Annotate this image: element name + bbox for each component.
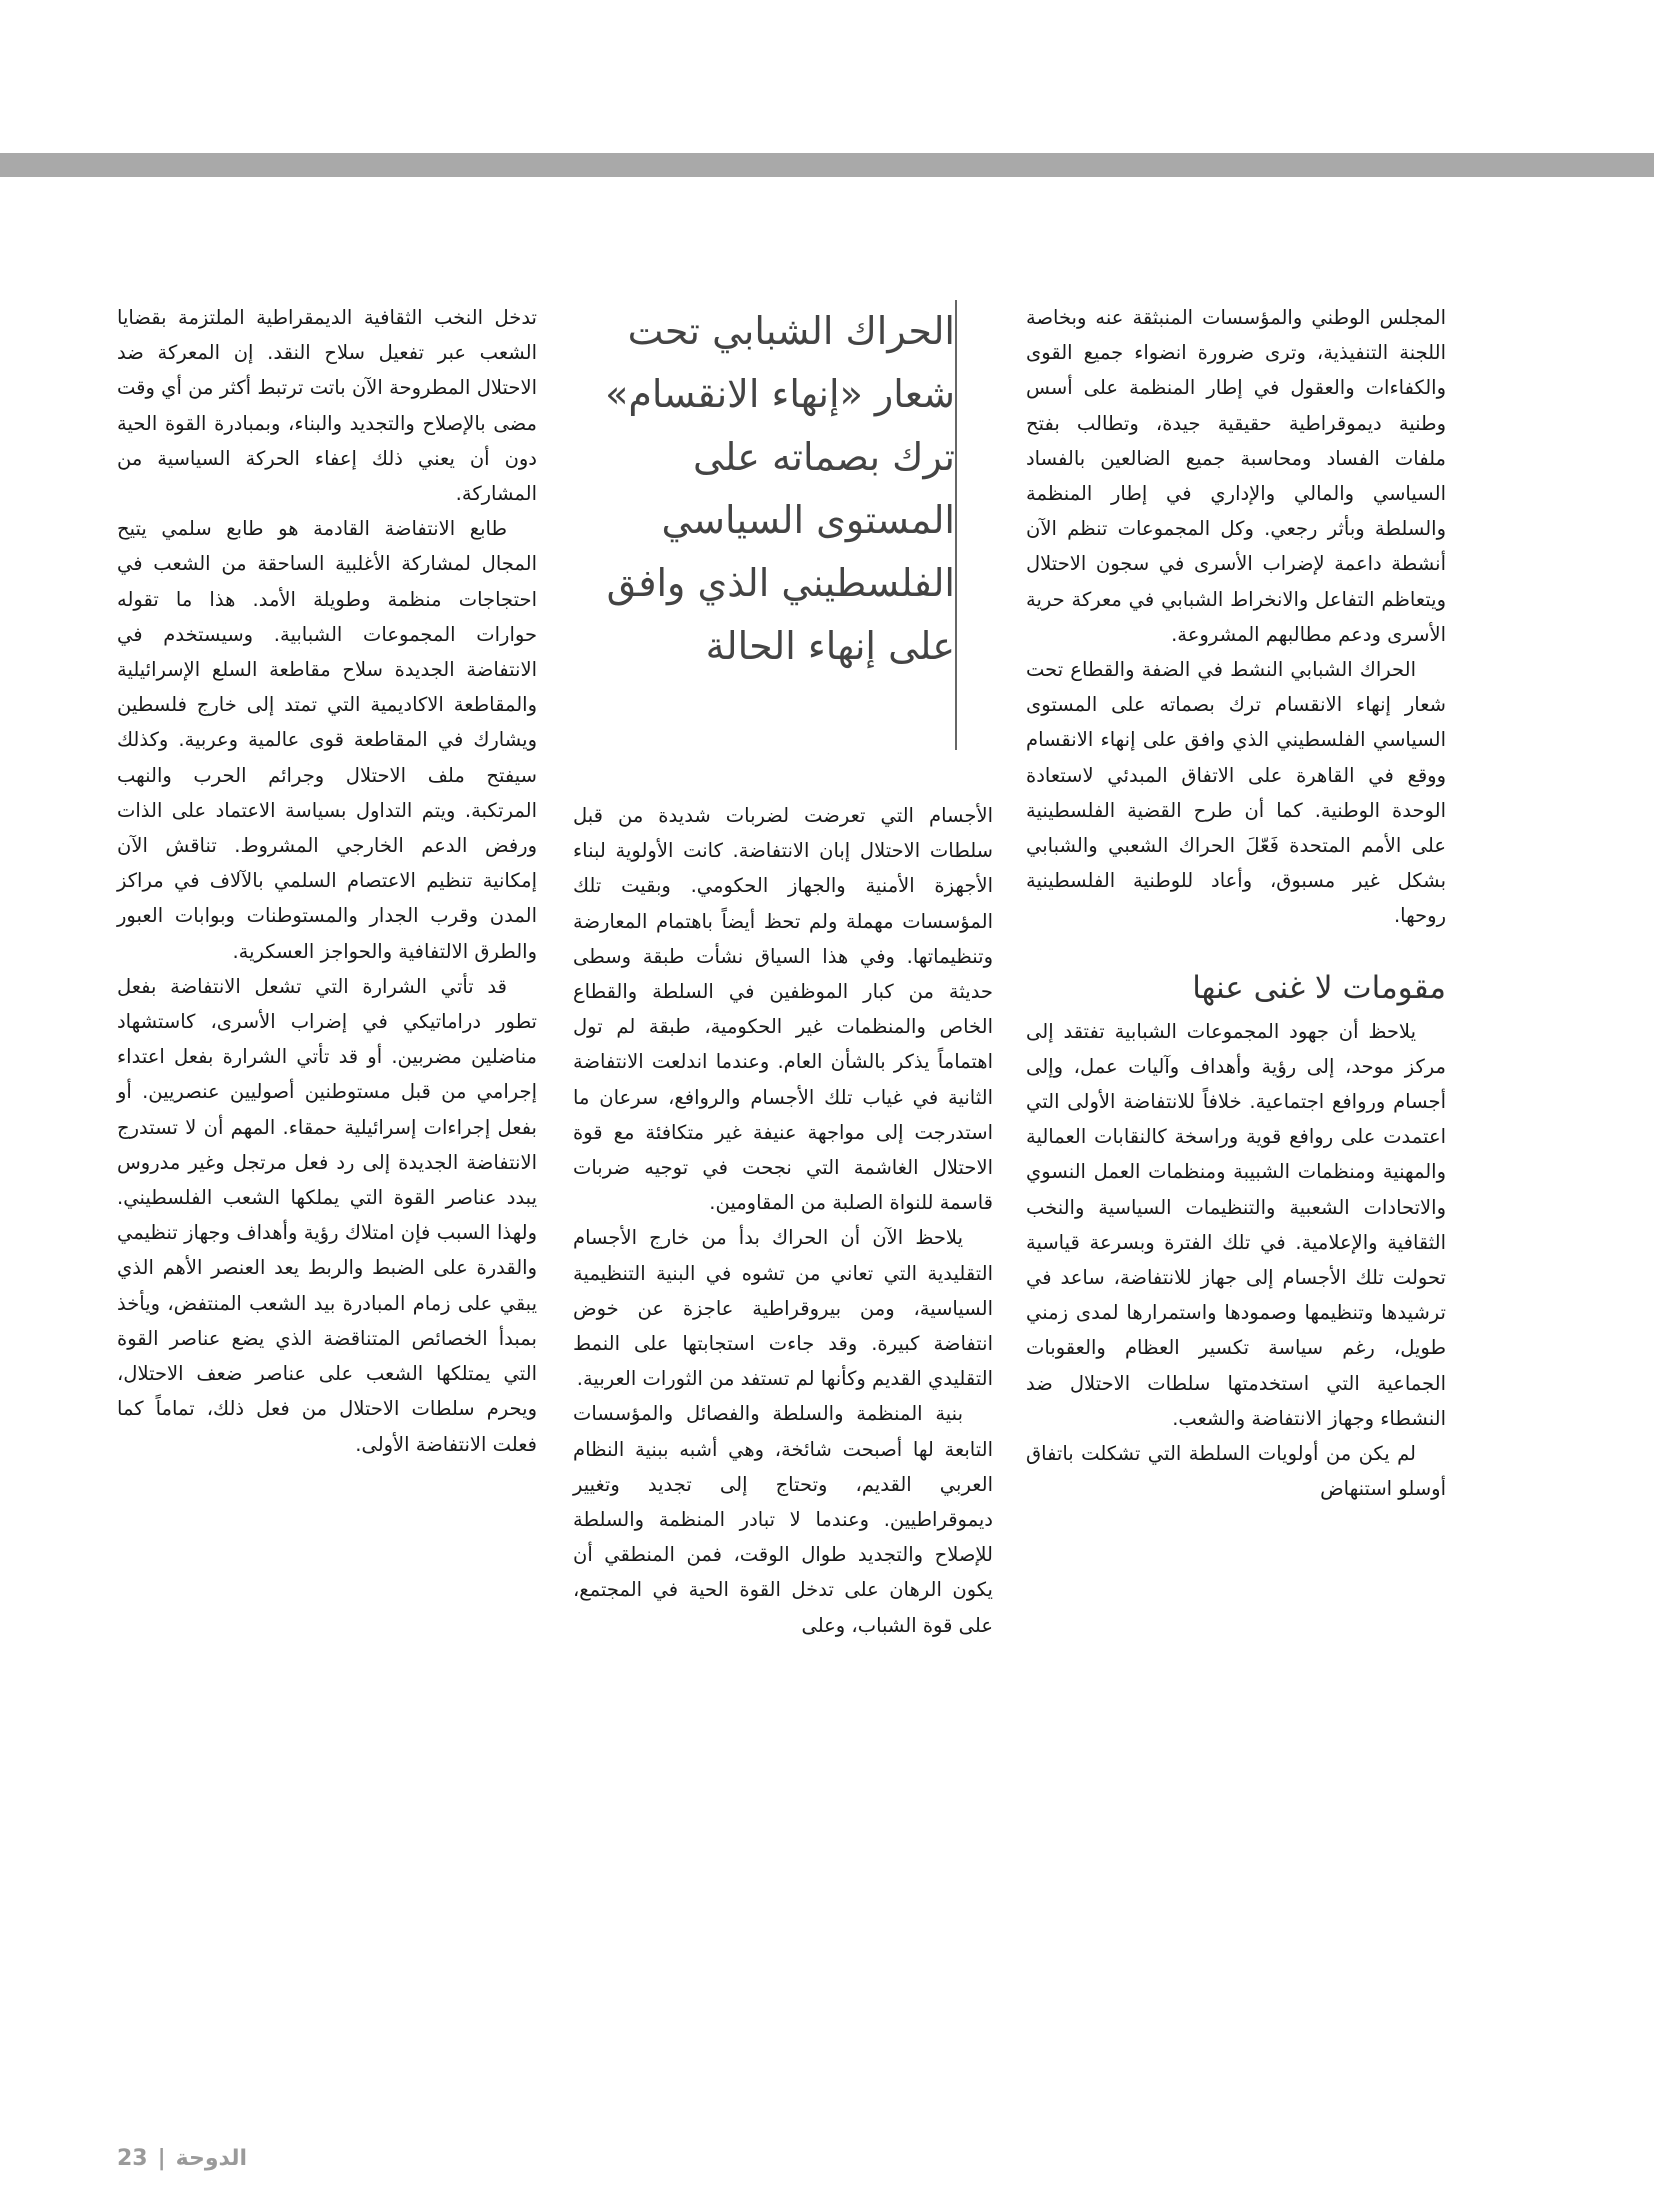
magazine-name: الدوحة	[175, 2146, 248, 2171]
pull-quote: الحراك الشبابي تحت شعار «إنهاء الانقسام» ترك بصماته على المستوى السياسي الفلسطيني الذي وافق على إنهاء الحالة	[605, 309, 955, 668]
paragraph: تدخل النخب الثقافية الديمقراطية الملتزمة بقضايا الشعب عبر تفعيل سلاح النقد. إن المعركة ضد الاحتلال المطروحة الآن باتت ترتبط أكثر من أي وقت مضى بالإصلاح والتجديد والبناء، وبمبادرة القوة الحية دون أن يعني ذلك إعفاء الحركة السياسية من المشاركة.	[117, 306, 537, 506]
article-column-right	[1026, 300, 1446, 1507]
pull-quote-rule	[955, 300, 957, 750]
paragraph: يلاحظ أن جهود المجموعات الشبابية تفتقد إلى مركز موحد، إلى رؤية وأهداف وآليات عمل، وإلى أجسام وروافع اجتماعية. خلافاً للانتفاضة الأولى التي اعتمدت على روافع قوية وراسخة كالنقابات العمالية والمهنية ومنظمات الشبيبة ومنظمات العمل النسوي والاتحادات الشعبية والتنظيمات السياسية والنخب الثقافية والإعلامية. في تلك الفترة وبسرعة قياسية تحولت تلك الأجسام إلى جهاز للانتفاضة، ساعد في ترشيدها وتنظيمها وصمودها واستمرارها لمدى زمني طويل، رغم سياسة تكسير العظام والعقوبات الجماعية التي استخدمتها سلطات الاحتلال ضد النشطاء وجهاز الانتفاضة والشعب.	[1026, 1019, 1446, 1430]
header-bar	[0, 153, 1654, 177]
article-column-middle	[573, 798, 993, 1643]
paragraph: قد تأتي الشرارة التي تشعل الانتفاضة بفعل تطور دراماتيكي في إضراب الأسرى، كاستشهاد مناضلين مضربين. أو قد تأتي الشرارة بفعل اعتداء إجرامي من قبل مستوطنين أصوليين عنصريين. أو بفعل إجراءات إسرائيلية حمقاء. المهم أن لا تستدرج الانتفاضة الجديدة إلى رد فعل مرتجل وغير مدروس يبدد عناصر القوة التي يملكها الشعب الفلسطيني. ولهذا السبب فإن امتلاك رؤية وأهداف وجهاز تنظيمي والقدرة على الضبط والربط يعد العنصر الأهم الذي يبقي على زمام المبادرة بيد الشعب المنتفض، ويأخذ بمبدأ الخصائص المتناقضة الذي يضع عناصر القوة التي يمتلكها الشعب على عناصر ضعف الاحتلال، ويحرم سلطات الاحتلال من فعل ذلك، تماماً كما فعلت الانتفاضة الأولى.	[117, 974, 537, 1456]
page-number: 23	[117, 2146, 148, 2171]
section-subheading: مقومات لا غنى عنها	[1192, 969, 1446, 1006]
paragraph: طابع الانتفاضة القادمة هو طابع سلمي يتيح المجال لمشاركة الأغلبية الساحقة من الشعب في احتجاجات منظمة وطويلة الأمد. هذا ما تقوله حوارات المجموعات الشبابية. وسيستخدم في الانتفاضة الجديدة سلاح مقاطعة السلع الإسرائيلية والمقاطعة الاكاديمية التي تمتد إلى خارج فلسطين ويشارك في المقاطعة قوى عالمية وعربية. وكذلك سيفتح ملف الاحتلال وجرائم الحرب والنهب المرتكبة. ويتم التداول بسياسة الاعتماد على الذات ورفض الدعم الخارجي المشروط. تناقش الآن إمكانية تنظيم الاعتصام السلمي بالآلاف في مراكز المدن وقرب الجدار والمستوطنات وبوابات العبور والطرق الالتفافية والحواجز العسكرية.	[117, 517, 537, 963]
footer-separator: |	[157, 2146, 166, 2171]
paragraph: الأجسام التي تعرضت لضربات شديدة من قبل سلطات الاحتلال إبان الانتفاضة. كانت الأولوية لبناء الأجهزة الأمنية والجهاز الحكومي. وبقيت تلك المؤسسات مهملة ولم تحظ أيضاً باهتمام المعارضة وتنظيماتها. وفي هذا السياق نشأت طبقة وسطى حديثة من كبار الموظفين في السلطة والقطاع الخاص والمنظمات غير الحكومية، طبقة لم تول اهتماماً يذكر بالشأن العام. وعندما اندلعت الانتفاضة الثانية في غياب تلك الأجسام والروافع، سرعان ما استدرجت إلى مواجهة عنيفة غير متكافئة مع قوة الاحتلال الغاشمة التي نجحت في توجيه ضربات قاسمة للنواة الصلبة من المقاومين.	[573, 804, 993, 1215]
paragraph: بنية المنظمة والسلطة والفصائل والمؤسسات التابعة لها أصبحت شائخة، وهي أشبه ببنية النظام العربي القديم، وتحتاج إلى تجديد وتغيير ديموقراطيين. وعندما لا تبادر المنظمة والسلطة للإصلاح والتجديد طوال الوقت، فمن المنطقي أن يكون الرهان على تدخل القوة الحية في المجتمع، على قوة الشباب، وعلى	[573, 1402, 993, 1637]
paragraph: الحراك الشبابي النشط في الضفة والقطاع تحت شعار إنهاء الانقسام ترك بصماته على المستوى السياسي الفلسطيني الذي وافق على إنهاء الانقسام ووقع في القاهرة على الاتفاق المبدئي لاستعادة الوحدة الوطنية. كما أن طرح القضية الفلسطينية على الأمم المتحدة فَعّلَ الحراك الشعبي والشبابي بشكل غير مسبوق، وأعاد للوطنية الفلسطينية روحها.	[1026, 658, 1446, 928]
paragraph: يلاحظ الآن أن الحراك بدأ من خارج الأجسام التقليدية التي تعاني من تشوه في البنية التنظيمية السياسية، ومن بيروقراطية عاجزة عن خوض انتفاضة كبيرة. وقد جاءت استجابتها على النمط التقليدي القديم وكأنها لم تستفد من الثورات العربية.	[573, 1226, 993, 1391]
article-column-left	[117, 300, 537, 1462]
paragraph: المجلس الوطني والمؤسسات المنبثقة عنه وبخاصة اللجنة التنفيذية، وترى ضرورة انضواء جميع القوى والكفاءات والعقول في إطار المنظمة على أسس وطنية ديموقراطية حقيقية جيدة، وتطالب بفتح ملفات الفساد ومحاسبة جميع الضالعين بالفساد السياسي والمالي والإداري في إطار المنظمة والسلطة وبأثر رجعي. وكل المجموعات تنظم الآن أنشطة داعمة لإضراب الأسرى في سجون الاحتلال ويتعاظم التفاعل والانخراط الشبابي في معركة حرية الأسرى ودعم مطالبهم المشروعة.	[1026, 306, 1446, 646]
page-footer	[117, 2146, 247, 2171]
paragraph: لم يكن من أولويات السلطة التي تشكلت باتفاق أوسلو استنهاض	[1026, 1442, 1446, 1501]
